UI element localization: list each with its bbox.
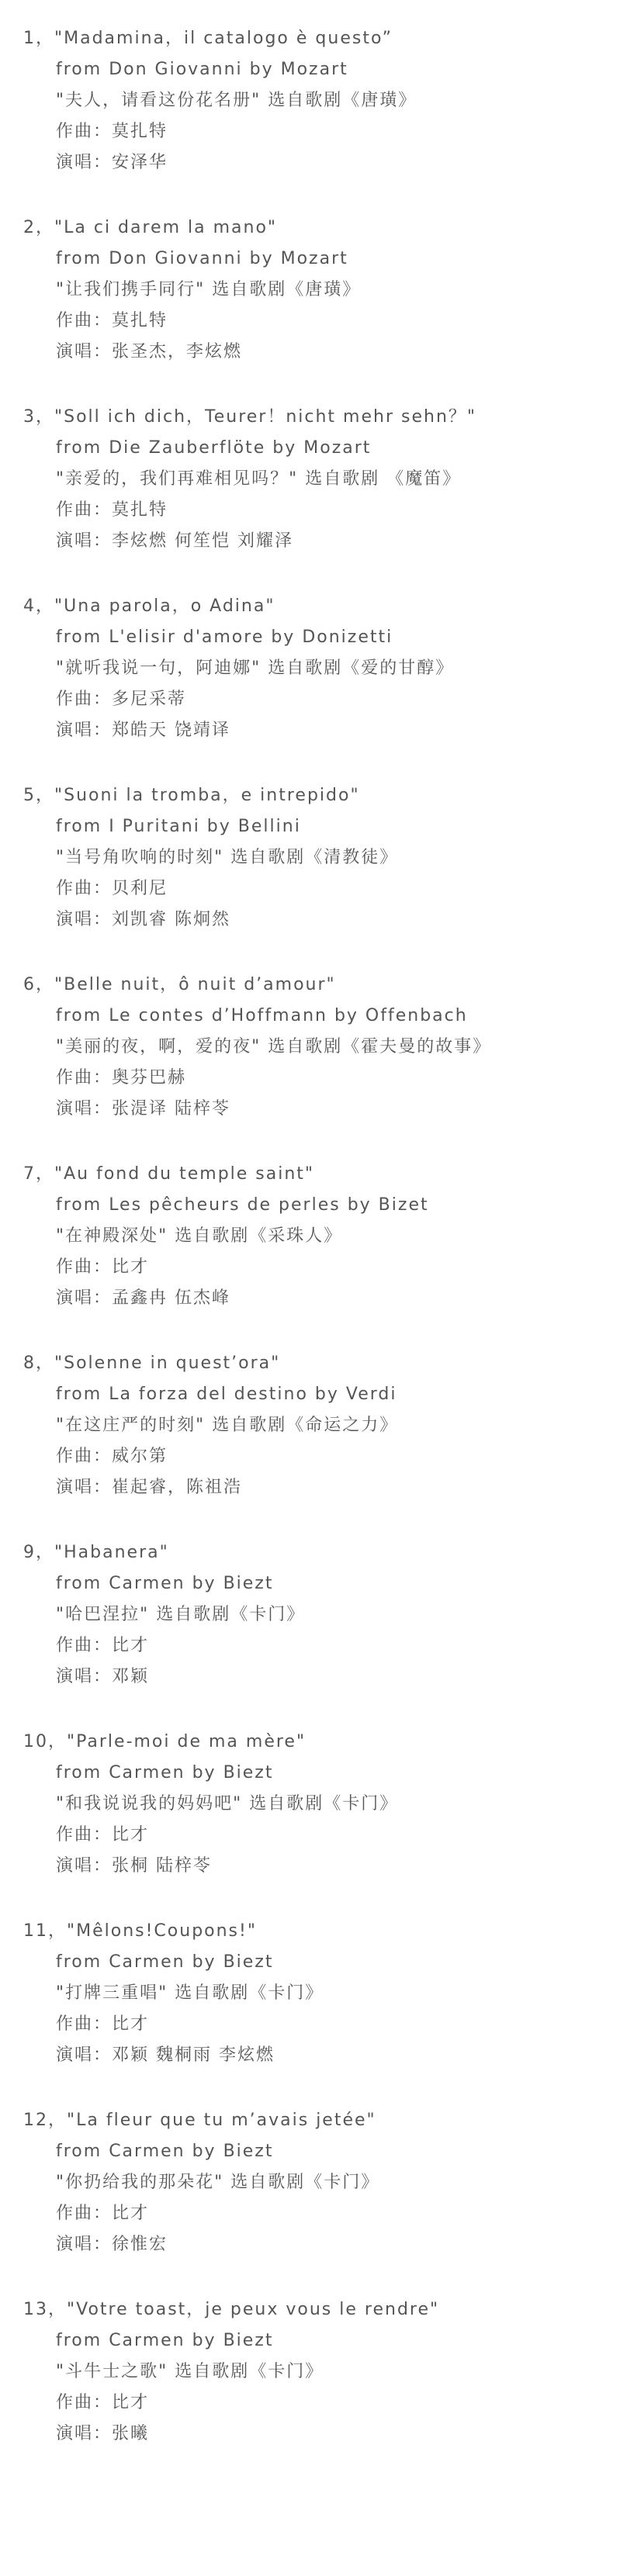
aria-title: 12，"La fleur que tu m’avais jetée": [23, 2111, 376, 2130]
singers-line: 演唱：邓颖 魏桐雨 李炫燃: [56, 2045, 275, 2065]
program-entry: [23, 2294, 620, 2484]
singers-line: 演唱：安泽华: [56, 153, 168, 172]
opera-source: from Carmen by Biezt: [56, 1952, 274, 1972]
chinese-translation: "夫人，请看这份花名册" 选自歌剧《唐璜》: [56, 91, 417, 110]
chinese-translation: "哈巴涅拉" 选自歌剧《卡门》: [56, 1605, 306, 1624]
program-entry: [23, 1537, 620, 1727]
singers-line: 演唱：孟鑫冉 伍杰峰: [56, 1288, 230, 1308]
composer-line: 作曲：莫扎特: [56, 311, 168, 330]
singers-line: 演唱：张桐 陆梓苓: [56, 1856, 212, 1876]
chinese-translation: "就听我说一句，阿迪娜" 选自歌剧《爱的甘醇》: [56, 659, 455, 678]
program-entry: [23, 591, 620, 780]
program-entry: [23, 402, 620, 591]
singers-line: 演唱：郑皓天 饶靖译: [56, 721, 230, 740]
singers-line: 演唱：张曦: [56, 2424, 150, 2443]
opera-source: from Carmen by Biezt: [56, 1763, 274, 1782]
aria-title: 4，"Una parola，o Adina": [23, 596, 275, 616]
singers-line: 演唱：徐惟宏: [56, 2235, 168, 2254]
composer-line: 作曲：威尔第: [56, 1447, 168, 1466]
singers-line: 演唱：李炫燃 何笙恺 刘耀泽: [56, 531, 293, 551]
chinese-translation: "斗牛士之歌" 选自歌剧《卡门》: [56, 2362, 324, 2381]
composer-line: 作曲：比才: [56, 1257, 150, 1277]
composer-line: 作曲：多尼采蒂: [56, 690, 187, 709]
aria-title: 6，"Belle nuit，ô nuit d’amour": [23, 975, 336, 994]
aria-title: 8，"Solenne in quest’ora": [23, 1354, 281, 1373]
chinese-translation: "打牌三重唱" 选自歌剧《卡门》: [56, 1983, 324, 2003]
aria-title: 5，"Suoni la tromba，e intrepido": [23, 786, 360, 805]
chinese-translation: "当号角吹响的时刻" 选自歌剧《清教徒》: [56, 848, 399, 867]
aria-title: 3，"Soll ich dich，Teurer！nicht mehr sehn？": [23, 407, 477, 427]
opera-source: from I Puritani by Bellini: [56, 817, 301, 836]
aria-title: 11，"Mêlons!Coupons!": [23, 1921, 257, 1941]
aria-title: 9，"Habanera": [23, 1543, 169, 1562]
composer-line: 作曲：比才: [56, 2014, 150, 2034]
program-entry: [23, 780, 620, 970]
composer-line: 作曲：奥芬巴赫: [56, 1068, 187, 1087]
opera-source: from Les pêcheurs de perles by Bizet: [56, 1195, 429, 1215]
composer-line: 作曲：比才: [56, 2393, 150, 2412]
program-entry: [23, 970, 620, 1159]
chinese-translation: "和我说说我的妈妈吧" 选自歌剧《卡门》: [56, 1794, 399, 1814]
opera-source: from Carmen by Biezt: [56, 2142, 274, 2161]
program-entry: [23, 213, 620, 402]
opera-source: from Carmen by Biezt: [56, 1574, 274, 1593]
singers-line: 演唱：邓颖: [56, 1667, 150, 1686]
composer-line: 作曲：贝利尼: [56, 879, 168, 898]
singers-line: 演唱：刘凯睿 陈炯然: [56, 910, 230, 929]
aria-title: 7，"Au fond du temple saint": [23, 1164, 315, 1184]
opera-source: from Die Zauberflöte by Mozart: [56, 438, 372, 458]
composer-line: 作曲：莫扎特: [56, 122, 168, 141]
program-entry: [23, 1159, 620, 1348]
aria-title: 2，"La ci darem la mano": [23, 218, 278, 237]
singers-line: 演唱：崔起睿，陈祖浩: [56, 1478, 243, 1497]
singers-line: 演唱：张圣杰，李炫燃: [56, 342, 243, 361]
composer-line: 作曲：比才: [56, 1636, 150, 1655]
opera-source: from L'elisir d'amore by Donizetti: [56, 628, 393, 647]
chinese-translation: "在神殿深处" 选自歌剧《采珠人》: [56, 1226, 343, 1246]
opera-source: from Le contes d’Hoffmann by Offenbach: [56, 1006, 468, 1025]
chinese-translation: "你扔给我的那朵花" 选自歌剧《卡门》: [56, 2173, 380, 2192]
aria-title: 13，"Votre toast，je peux vous le rendre": [23, 2300, 440, 2319]
program-entry: [23, 1727, 620, 1916]
opera-source: from Carmen by Biezt: [56, 2331, 274, 2350]
program-entry: [23, 23, 620, 213]
chinese-translation: "让我们携手同行" 选自歌剧《唐璜》: [56, 280, 362, 299]
chinese-translation: "美丽的夜，啊，爱的夜" 选自歌剧《霍夫曼的故事》: [56, 1037, 492, 1056]
program-entry: [23, 1348, 620, 1537]
aria-title: 1，"Madamina，il catalogo è questo”: [23, 29, 393, 48]
opera-source: from Don Giovanni by Mozart: [56, 249, 348, 268]
singers-line: 演唱：张湜译 陆梓苓: [56, 1099, 230, 1119]
opera-source: from Don Giovanni by Mozart: [56, 60, 348, 79]
program-entry: [23, 1916, 620, 2105]
chinese-translation: "在这庄严的时刻" 选自歌剧《命运之力》: [56, 1416, 399, 1435]
program-entry: [23, 2105, 620, 2294]
composer-line: 作曲：比才: [56, 2204, 150, 2223]
chinese-translation: "亲爱的，我们再难相见吗？" 选自歌剧 《魔笛》: [56, 469, 462, 489]
aria-title: 10，"Parle-moi de ma mère": [23, 1732, 307, 1751]
composer-line: 作曲：莫扎特: [56, 500, 168, 520]
composer-line: 作曲：比才: [56, 1825, 150, 1845]
opera-source: from La forza del destino by Verdi: [56, 1385, 397, 1404]
